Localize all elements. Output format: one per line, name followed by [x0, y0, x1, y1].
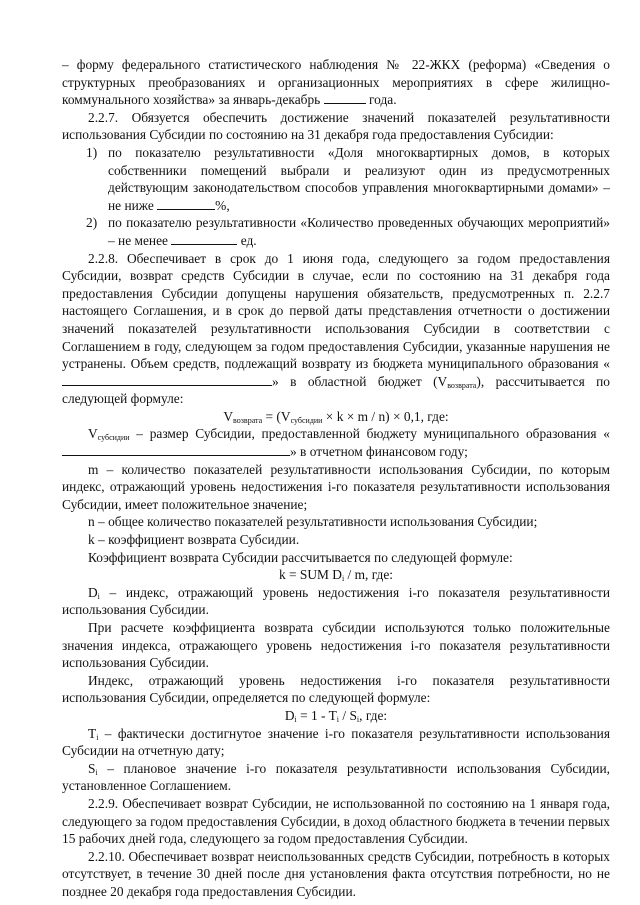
formula-k	[62, 566, 610, 584]
definition-m: m – количество показателей результативности использования Субсидии, по которым индекс, отражающий уровень недостижения i-го показателя результативности использования Субсидии, имеет положительное значение;	[62, 461, 610, 512]
document-page	[62, 56, 610, 901]
municipality-blank	[62, 373, 272, 386]
formula-part: / m, где:	[344, 567, 394, 583]
subscript: субсидии	[290, 415, 323, 425]
municipality-blank	[62, 443, 290, 456]
definition-k: k – коэффициент возврата Субсидии.	[88, 532, 300, 548]
definition-text: – индекс, отражающий уровень недостижения i-го показателя результативности использования Субсидии.	[62, 584, 610, 618]
count-blank	[171, 232, 237, 245]
clause-2-2-10: 2.2.10. Обеспечивает возврат неиспользованных средств Субсидии, потребность в которых отсутствует, в течение 30 дней после дня установления факта отсутствия потребности, но не позднее 20 декабря года предоставления Субсидии.	[62, 848, 610, 899]
subscript: возврата	[447, 380, 477, 390]
definition-tail: » в отчетном финансовом году;	[290, 444, 468, 460]
subscript: i	[294, 714, 297, 724]
definition-text: – плановое значение i-го показателя результативности использования Субсидии, установленное Соглашением.	[62, 760, 610, 794]
formula-part: / S	[339, 707, 357, 723]
formula-part: = (V	[262, 408, 291, 424]
subscript: i	[95, 767, 98, 777]
formula-symbol: V	[88, 426, 98, 442]
subscript: субсидии	[97, 433, 130, 443]
definition-v-subsidy	[62, 425, 610, 460]
list-item-tail: ед.	[240, 232, 257, 248]
clause-2-2-8-text: 2.2.8. Обеспечивает в срок до 1 июня года, следующего за годом предоставления Субсидии, возврат средств Субсидии в случае, если по состоянию на 31 декабря года предоставления Субсидии допущены нарушения обязательств, предусмотренных п. 2.2.7 настоящего Соглашения, и в срок до первой даты представления отчетности о достижении значений показателей результативности использования Субсидии в соответствии с Соглашением в году, следующем за годом предоставления Субсидии, указанные нарушения не устранены. Объем средств, подлежащий возврату из бюджета муниципального образования «	[62, 250, 610, 372]
year-blank	[324, 91, 366, 104]
list-item-2	[62, 214, 610, 249]
formula-v-return	[62, 408, 610, 426]
percent-blank	[157, 197, 215, 210]
positive-values-note: При расчете коэффициента возврата субсидии используются только положительные значения индекса, отражающего уровень недостижения i-го показателя результативности использования Субсидии.	[62, 620, 610, 671]
subscript: i	[341, 574, 345, 584]
formula-part: × k × m / n) × 0,1, где:	[322, 408, 449, 424]
definition-text: – размер Субсидии, предоставленной бюджету муниципального образования «	[129, 426, 610, 442]
definition-si	[62, 760, 610, 795]
formula-symbol: T	[88, 725, 97, 741]
clause-2-2-8	[62, 250, 610, 408]
definition-ti	[62, 725, 610, 760]
list-item-number: 1)	[86, 144, 98, 160]
formula-part: = 1 - T	[296, 707, 337, 723]
index-intro: Индекс, отражающий уровень недостижения i-го показателя результативности использования Субсидии, определяется по следующей формуле:	[62, 672, 610, 706]
k-intro: Коэффициент возврата Субсидии рассчитывается по следующей формуле:	[88, 549, 513, 565]
reporting-form-tail: года.	[369, 92, 397, 108]
subscript: i	[96, 732, 99, 742]
definition-di	[62, 584, 610, 619]
clause-2-2-9: 2.2.9. Обеспечивает возврат Субсидии, не использованной по состоянию на 1 января года, следующего за годом предоставления Субсидии, в доход областного бюджета в течении первых 15 рабочих дней года, следующего за годом предоставления Субсидии.	[62, 795, 610, 847]
formula-symbol: S	[88, 760, 96, 776]
subscript: i	[336, 714, 340, 724]
clause-2-2-8-end: ), рассчитывается по следующей формуле:	[62, 373, 610, 407]
definition-n: n – общее количество показателей результативности использования Субсидии;	[88, 514, 538, 530]
formula-part: k = SUM D	[278, 567, 342, 583]
reporting-form-text: – форму федерального статистического наблюдения № 22-ЖКХ (реформа) «Сведения о структурных преобразованиях и организационных мероприятиях в сфере жилищно-коммунального хозяйства» за январь-декабрь	[62, 57, 610, 108]
subscript: i	[356, 714, 360, 724]
list-item-number: 2)	[86, 215, 98, 231]
list-item-text: по показателю результативности «Количество проведенных обучающих мероприятий» – не менее	[108, 215, 610, 248]
list-item-tail: %,	[215, 197, 230, 213]
formula-d	[62, 707, 610, 725]
formula-symbol: D	[88, 584, 98, 600]
subscript: возврата	[233, 415, 263, 425]
reporting-form-paragraph	[62, 56, 610, 109]
clause-2-2-7: 2.2.7. Обязуется обеспечить достижение значений показателей результативности использования Субсидии по состоянию на 31 декабря года предоставления Субсидии:	[62, 109, 610, 143]
formula-part: , где:	[359, 707, 388, 723]
clause-2-2-8-after: » в областной бюджет (V	[272, 373, 448, 389]
definition-text: – фактически достигнутое значение i-го показателя результативности использования Субсидии на отчетную дату;	[62, 725, 610, 759]
formula-symbol: D	[284, 707, 295, 723]
subscript: i	[97, 591, 100, 601]
formula-symbol: V	[223, 408, 234, 424]
list-item-text: по показателю результативности «Доля многоквартирных домов, в которых собственники помещений выбрали и реализуют один из предусмотренных действующим законодательством способов управления многоквартирными домами» – не ниже	[108, 144, 610, 213]
list-item-1	[62, 144, 610, 214]
